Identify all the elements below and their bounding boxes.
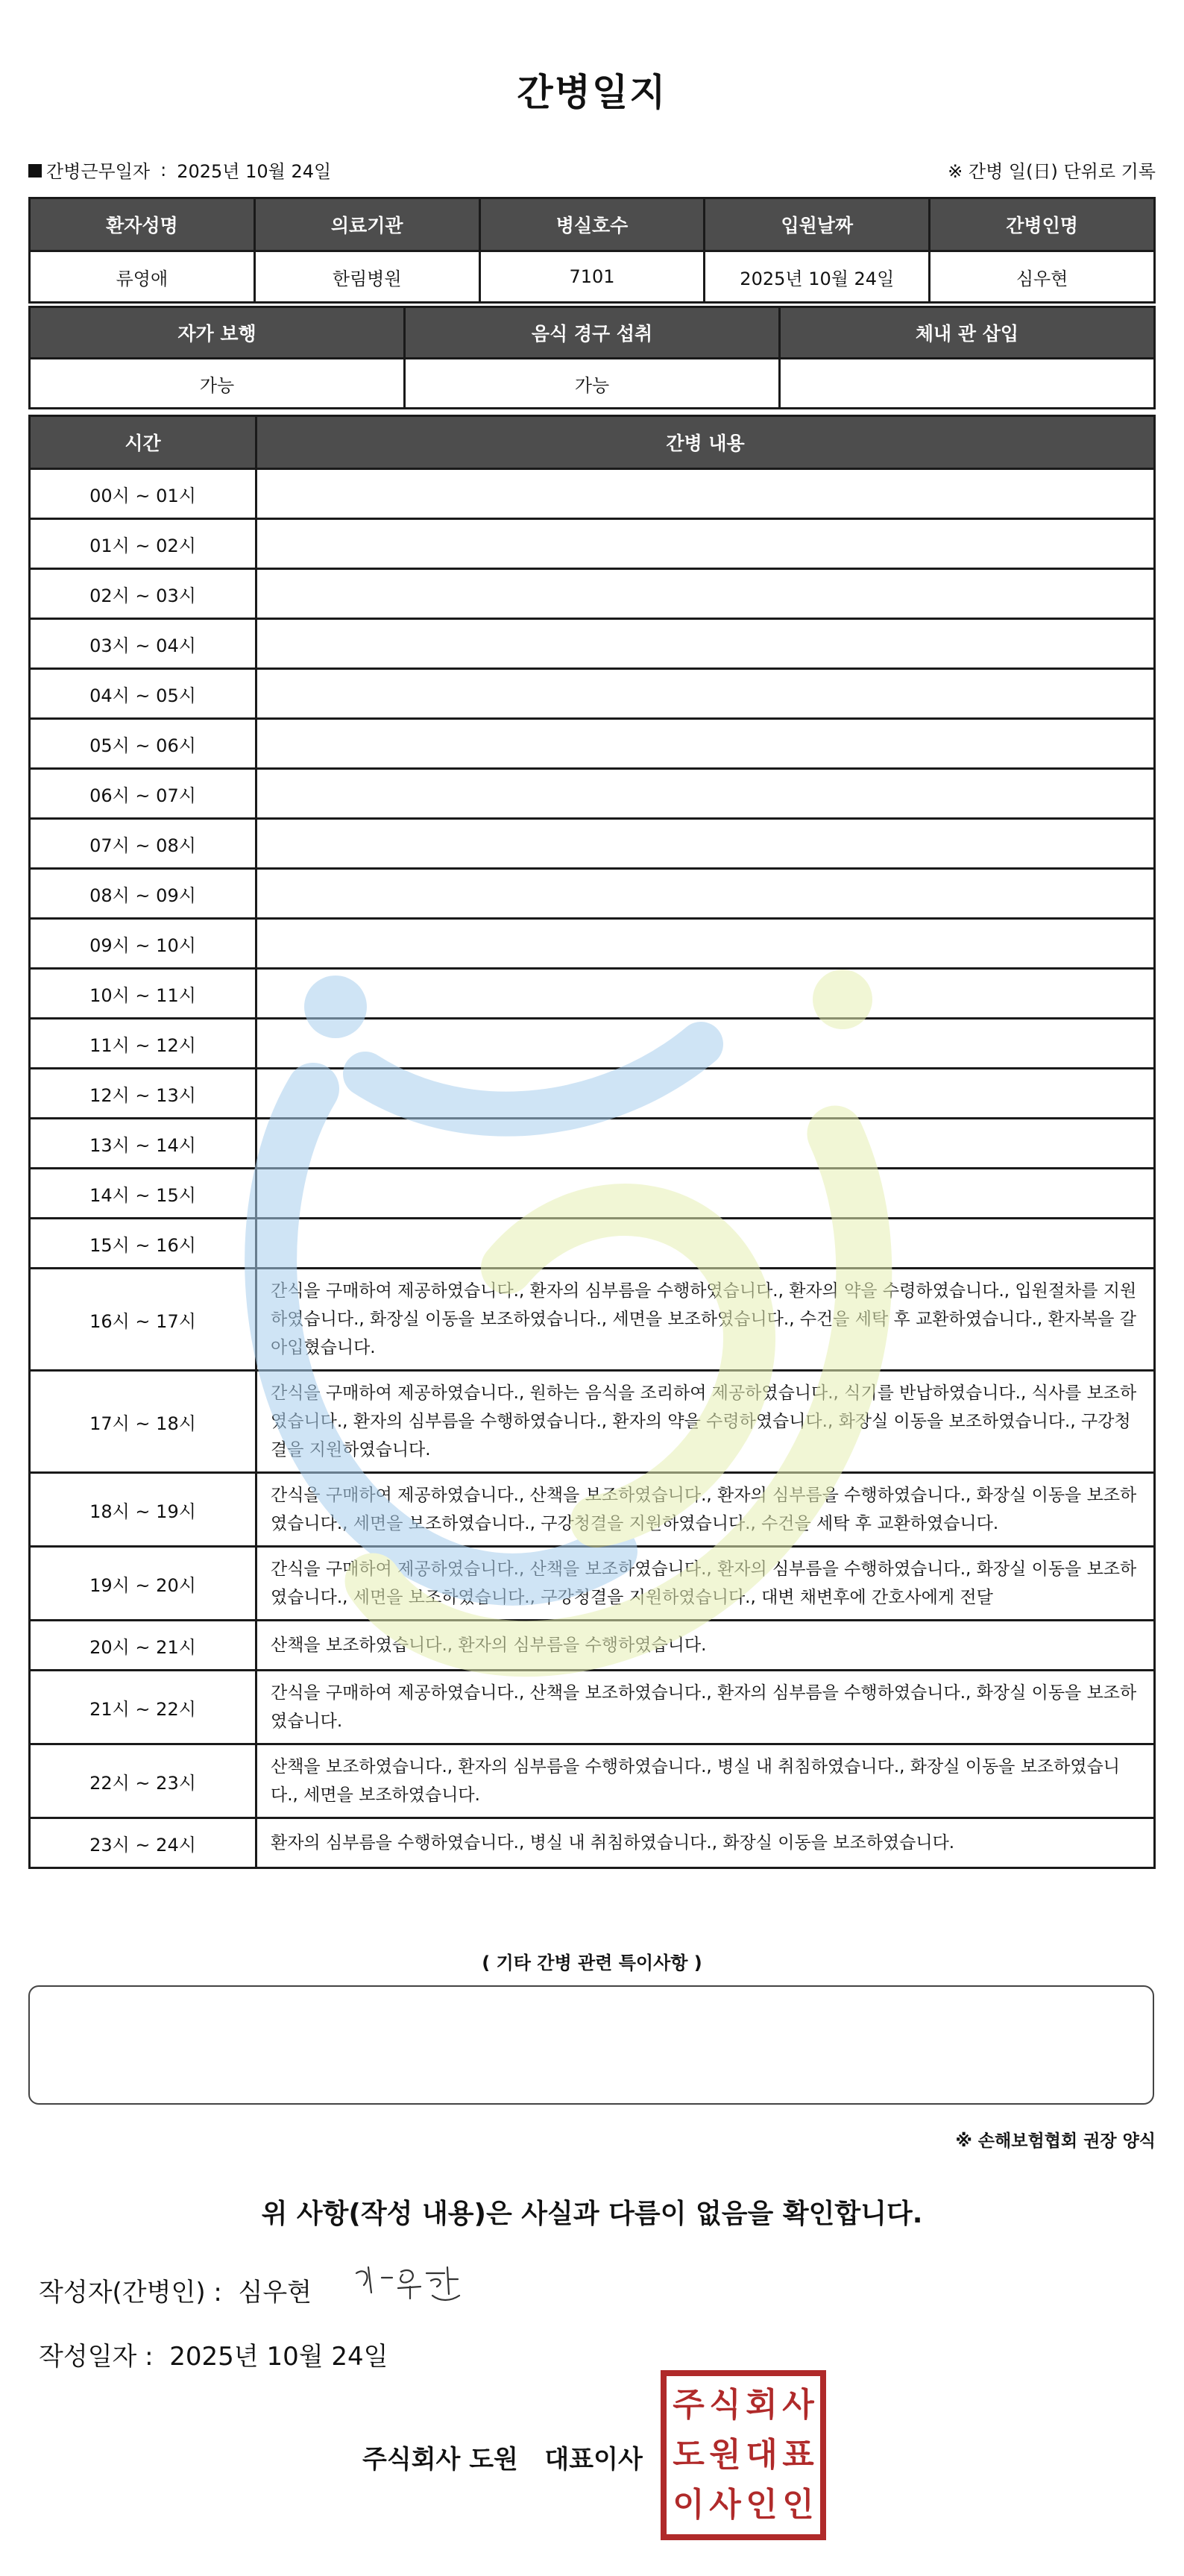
log-row [30, 519, 1155, 569]
log-content [256, 719, 1155, 769]
log-row [30, 669, 1155, 719]
log-time: 23시 ~ 24시 [30, 1818, 256, 1868]
author-line [39, 2272, 312, 2308]
log-row [30, 1069, 1155, 1119]
log-content [256, 1019, 1155, 1069]
log-time: 15시 ~ 16시 [30, 1219, 256, 1269]
seal-char: 주 [673, 2385, 705, 2424]
seal-char: 원 [709, 2435, 741, 2474]
care-log-table [28, 415, 1156, 1869]
log-content [256, 569, 1155, 619]
seal-char: 인 [782, 2486, 814, 2525]
log-time: 05시 ~ 06시 [30, 719, 256, 769]
caregiver-name: 심우현 [930, 251, 1155, 303]
log-content: 산책을 보조하였습니다., 환자의 심부름을 수행하였습니다. [256, 1621, 1155, 1671]
time-header: 시간 [30, 416, 256, 469]
log-row [30, 1473, 1155, 1547]
tube-insertion-value [780, 359, 1155, 409]
log-content: 간식을 구매하여 제공하였습니다., 원하는 음식을 조리하여 제공하였습니다., 식기를 반납하였습니다., 식사를 보조하였습니다., 환자의 심부름을 수행하였습니다., 환자의 약을 수령하였습니다., 화장실 이동을 보조하였습니다., 구강청결을 지원하였습니다. [256, 1371, 1155, 1473]
info-header: 환자성명 [30, 198, 255, 251]
log-row [30, 1744, 1155, 1818]
seal-char: 사 [782, 2385, 814, 2424]
patient-name: 류영애 [30, 251, 255, 303]
date-value: 2025년 10월 24일 [169, 2342, 388, 2372]
log-time: 19시 ~ 20시 [30, 1547, 256, 1621]
info-header: 입원날짜 [705, 198, 930, 251]
log-content [256, 519, 1155, 569]
log-row [30, 1169, 1155, 1219]
page-title: 간병일지 [517, 71, 667, 114]
info-header: 의료기관 [254, 198, 479, 251]
log-time: 09시 ~ 10시 [30, 919, 256, 969]
record-unit-note: ※ 간병 일(日) 단위로 기록 [948, 161, 1156, 182]
log-content [256, 969, 1155, 1019]
log-content [256, 1219, 1155, 1269]
log-time: 07시 ~ 08시 [30, 819, 256, 869]
seal-char: 대 [746, 2435, 778, 2474]
log-time: 14시 ~ 15시 [30, 1169, 256, 1219]
meta-row [28, 157, 1156, 186]
info-header: 병실호수 [479, 198, 705, 251]
author-label: 작성자(간병인) : [39, 2278, 222, 2308]
seal-char: 회 [746, 2385, 778, 2424]
log-time: 01시 ~ 02시 [30, 519, 256, 569]
log-time: 16시 ~ 17시 [30, 1269, 256, 1371]
work-date-label: 간병근무일자 [46, 161, 151, 182]
seal-char: 도 [673, 2435, 705, 2474]
log-row [30, 619, 1155, 669]
log-time: 03시 ~ 04시 [30, 619, 256, 669]
log-row [30, 1818, 1155, 1868]
log-time: 20시 ~ 21시 [30, 1621, 256, 1671]
log-time: 22시 ~ 23시 [30, 1744, 256, 1818]
log-content [256, 919, 1155, 969]
handwritten-signature [349, 2260, 468, 2308]
company-name: 주식회사 도원 [362, 2445, 518, 2475]
seal-char: 사 [709, 2486, 741, 2525]
log-content: 간식을 구매하여 제공하였습니다., 환자의 심부름을 수행하였습니다., 환자의 약을 수령하였습니다., 입원절차를 지원하였습니다., 화장실 이동을 보조하였습니다., 세면을 보조하였습니다., 수건을 세탁 후 교환하였습니다., 환자복을 갈아입혔습니다. [256, 1269, 1155, 1371]
log-content [256, 1169, 1155, 1219]
confirmation-statement: 위 사항(작성 내용)은 사실과 다름이 없음을 확인합니다. [261, 2199, 923, 2229]
special-notes-title: ( 기타 간병 관련 특이사항 ) [482, 1953, 702, 1973]
seal-char: 표 [782, 2435, 814, 2474]
log-row [30, 1371, 1155, 1473]
log-content [256, 819, 1155, 869]
log-content: 산책을 보조하였습니다., 환자의 심부름을 수행하였습니다., 병실 내 취침하였습니다., 화장실 이동을 보조하였습니다., 세면을 보조하였습니다. [256, 1744, 1155, 1818]
log-time: 12시 ~ 13시 [30, 1069, 256, 1119]
hospital-name: 한림병원 [254, 251, 479, 303]
date-label: 작성일자 : [39, 2342, 154, 2372]
company-line [362, 2439, 643, 2475]
log-row [30, 919, 1155, 969]
log-content [256, 669, 1155, 719]
log-content [256, 869, 1155, 919]
seal-char: 식 [709, 2385, 741, 2424]
log-time: 04시 ~ 05시 [30, 669, 256, 719]
log-row [30, 719, 1155, 769]
log-row [30, 1547, 1155, 1621]
log-row [30, 969, 1155, 1019]
log-time: 21시 ~ 22시 [30, 1671, 256, 1744]
status-header: 체내 관 삽입 [780, 307, 1155, 359]
log-content [256, 769, 1155, 819]
log-row [30, 769, 1155, 819]
seal-char: 인 [746, 2486, 778, 2525]
date-line [39, 2336, 388, 2372]
form-source-note: ※ 손해보험협회 권장 양식 [955, 2132, 1156, 2151]
log-content: 간식을 구매하여 제공하였습니다., 산책을 보조하였습니다., 환자의 심부름을 수행하였습니다., 화장실 이동을 보조하였습니다. [256, 1671, 1155, 1744]
square-bullet-icon [28, 164, 42, 178]
admission-date: 2025년 10월 24일 [705, 251, 930, 303]
content-header: 간병 내용 [256, 416, 1155, 469]
work-date-sep: : [160, 159, 167, 180]
log-time: 06시 ~ 07시 [30, 769, 256, 819]
oral-intake-value: 가능 [405, 359, 780, 409]
seal-char: 이 [673, 2486, 705, 2525]
log-content: 환자의 심부름을 수행하였습니다., 병실 내 취침하였습니다., 화장실 이동을 보조하였습니다. [256, 1818, 1155, 1868]
log-row [30, 869, 1155, 919]
log-content [256, 619, 1155, 669]
log-time: 02시 ~ 03시 [30, 569, 256, 619]
log-content [256, 1119, 1155, 1169]
info-header: 간병인명 [930, 198, 1155, 251]
status-header: 자가 보행 [30, 307, 405, 359]
log-time: 08시 ~ 09시 [30, 869, 256, 919]
special-notes-box [28, 1985, 1154, 2105]
log-row [30, 1119, 1155, 1169]
log-time: 18시 ~ 19시 [30, 1473, 256, 1547]
room-number: 7101 [479, 251, 705, 303]
log-row [30, 1219, 1155, 1269]
patient-info-table [28, 197, 1156, 304]
care-log-body [30, 469, 1155, 1868]
log-row [30, 569, 1155, 619]
self-walking-value: 가능 [30, 359, 405, 409]
patient-status-table [28, 306, 1156, 409]
log-content [256, 469, 1155, 519]
log-row [30, 1269, 1155, 1371]
log-time: 10시 ~ 11시 [30, 969, 256, 1019]
log-row [30, 1621, 1155, 1671]
log-time: 17시 ~ 18시 [30, 1371, 256, 1473]
log-row [30, 1671, 1155, 1744]
status-header: 음식 경구 섭취 [405, 307, 780, 359]
company-role: 대표이사 [544, 2445, 643, 2475]
log-row [30, 469, 1155, 519]
log-row [30, 819, 1155, 869]
work-date-value: 2025년 10월 24일 [177, 161, 332, 182]
log-content [256, 1069, 1155, 1119]
log-row [30, 1019, 1155, 1069]
log-time: 00시 ~ 01시 [30, 469, 256, 519]
log-time: 13시 ~ 14시 [30, 1119, 256, 1169]
author-name: 심우현 [238, 2278, 312, 2308]
log-time: 11시 ~ 12시 [30, 1019, 256, 1069]
log-content: 간식을 구매하여 제공하였습니다., 산책을 보조하였습니다., 환자의 심부름을 수행하였습니다., 화장실 이동을 보조하였습니다., 세면을 보조하였습니다., 구강청결을 지원하였습니다., 수건을 세탁 후 교환하였습니다. [256, 1473, 1155, 1547]
log-content: 간식을 구매하여 제공하였습니다., 산책을 보조하였습니다., 환자의 심부름을 수행하였습니다., 화장실 이동을 보조하였습니다., 세면을 보조하였습니다., 구강청결을 지원하였습니다., 대변 채변후에 간호사에게 전달 [256, 1547, 1155, 1621]
company-seal-stamp [661, 2370, 826, 2540]
